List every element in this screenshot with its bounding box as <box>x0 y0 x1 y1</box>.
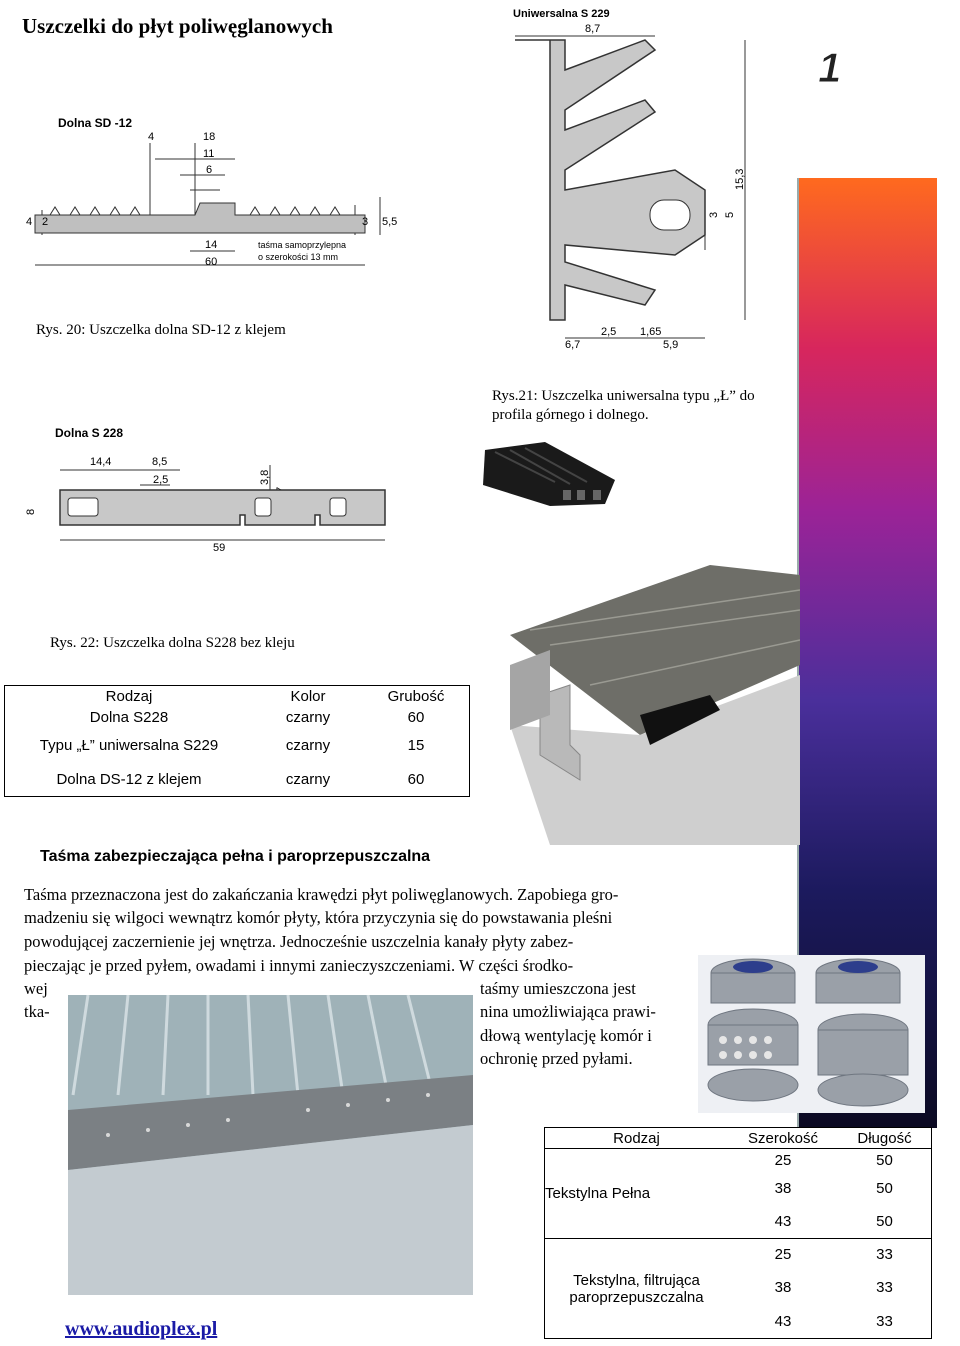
paragraph-line: dłową wentylację komór i <box>480 1026 652 1045</box>
dim-label: 14,4 <box>90 456 112 468</box>
dim-label: 8,5 <box>152 456 168 468</box>
page-title: Uszczelki do płyt poliwęglanowych <box>22 14 333 38</box>
table-cell: Typu „Ł” uniwersalna S229 <box>39 737 219 754</box>
table-cell: Tekstylna Pełna <box>545 1185 651 1202</box>
panel-edge-tape-photo <box>68 995 473 1295</box>
dim-label: 3 <box>708 211 720 218</box>
table-header: Rodzaj <box>545 1128 729 1149</box>
table-cell: czarny <box>285 737 331 754</box>
section-heading: Taśma zabezpieczająca pełna i paroprzepuszczalna <box>40 848 431 865</box>
dim-label: 5,5 <box>382 216 398 228</box>
dim-label: 59 <box>213 542 226 554</box>
paragraph-line: ochronię przed pyłami. <box>480 1049 633 1068</box>
dim-label: 8,7 <box>585 23 601 35</box>
dim-label: 2 <box>42 216 49 228</box>
seal-spec-table <box>4 685 470 797</box>
dim-label: 15,3 <box>734 168 746 190</box>
paragraph-line: tka- <box>24 1002 50 1021</box>
dim-label: 5 <box>724 211 736 218</box>
table-cell: 43 <box>728 1205 838 1239</box>
paragraph-line: Taśma przeznaczona jest do zakańczania krawędzi płyt poliwęglanowych. Zapobiega gro- <box>24 885 619 904</box>
table-cell: Dolna DS-12 z klejem <box>56 770 202 788</box>
table-header: Długość <box>838 1128 932 1149</box>
dim-label: 18 <box>203 131 216 143</box>
figure-note: o szerokości 13 mm <box>258 252 339 262</box>
table-cell: 38 <box>774 1180 792 1197</box>
dim-label: 6,7 <box>565 339 581 351</box>
table-cell: 15 <box>407 737 425 754</box>
table-cell: 60 <box>407 770 425 788</box>
table-cell: 25 <box>774 1246 792 1264</box>
table-header: Grubość <box>387 687 445 705</box>
table-cell: Tekstylna, filtrująca paroprzepuszczalna <box>545 1239 729 1339</box>
paragraph-line: pieczając je przed pyłem, owadami i innymi zanieczyszczeniami. W części środko- <box>24 956 574 975</box>
figure-caption: Rys.21: Uszczelka uniwersalna typu „Ł” do <box>492 388 755 404</box>
dim-label: 14 <box>205 239 218 251</box>
paragraph-line: nina umożliwiająca prawi- <box>480 1002 656 1021</box>
dim-label: 11 <box>203 148 215 160</box>
dim-label: 6 <box>206 164 213 176</box>
table-cell: 50 <box>838 1205 932 1239</box>
dim-label: 4 <box>26 216 33 228</box>
paragraph-line: taśmy umieszczona jest <box>480 979 636 998</box>
paragraph-line: wej <box>24 979 48 998</box>
figure-s228-drawing <box>20 420 400 560</box>
table-cell: czarny <box>285 770 331 788</box>
table-cell: 33 <box>876 1312 893 1330</box>
dim-label: 4 <box>148 131 155 143</box>
table-header: Kolor <box>290 687 326 705</box>
table-cell: 50 <box>876 1152 893 1170</box>
dim-label: 5,9 <box>663 339 679 351</box>
dim-label: 8 <box>25 508 37 515</box>
dim-label: 2,5 <box>153 474 169 486</box>
figure-caption: profila górnego i dolnego. <box>492 407 649 423</box>
dim-label: 3 <box>362 216 369 228</box>
figure-label: Dolna SD -12 <box>58 116 133 130</box>
dim-label: 2,5 <box>601 326 617 338</box>
table-cell: 25 <box>774 1152 792 1170</box>
website-link[interactable]: www.audioplex.pl <box>65 1318 218 1340</box>
tape-spec-table <box>544 1127 932 1339</box>
table-cell: 50 <box>876 1180 893 1197</box>
dim-label: 1,65 <box>640 326 662 338</box>
dim-label: 60 <box>205 256 218 268</box>
page-number: 1 <box>818 44 842 88</box>
paragraph-line: madzeniu się wilgoci wewnątrz komór płyty, która przyczynia się do powstawania pleśni <box>24 908 613 927</box>
table-cell: 43 <box>774 1312 792 1330</box>
table-cell: 38 <box>774 1279 792 1296</box>
table-cell: 60 <box>407 709 425 726</box>
table-cell: czarny <box>285 709 331 726</box>
figure-caption: Rys. 20: Uszczelka dolna SD-12 z klejem <box>36 322 286 338</box>
figure-s229-drawing <box>505 0 755 355</box>
seal-photo <box>475 440 625 510</box>
figure-sd12-drawing <box>20 105 400 285</box>
figure-caption: Rys. 22: Uszczelka dolna S228 bez kleju <box>50 635 295 651</box>
table-cell: 33 <box>876 1246 893 1264</box>
panel-profile-photo <box>510 545 800 845</box>
figure-note: taśma samoprzylepna <box>258 240 347 250</box>
table-cell: Dolna S228 <box>89 709 169 726</box>
table-header: Rodzaj <box>105 687 153 705</box>
figure-label: Dolna S 228 <box>55 426 124 440</box>
paragraph-line: powodującej zaczernienie jej wnętrza. Jednocześnie uszczelnia kanały płyty zabez- <box>24 932 574 951</box>
figure-label: Uniwersalna S 229 <box>513 8 610 20</box>
tape-rolls-photo <box>698 955 925 1113</box>
table-header: Szerokość <box>728 1128 838 1149</box>
page-number-logo <box>812 44 852 93</box>
dim-label: 3,8 <box>259 469 271 485</box>
table-cell: 33 <box>876 1279 893 1296</box>
